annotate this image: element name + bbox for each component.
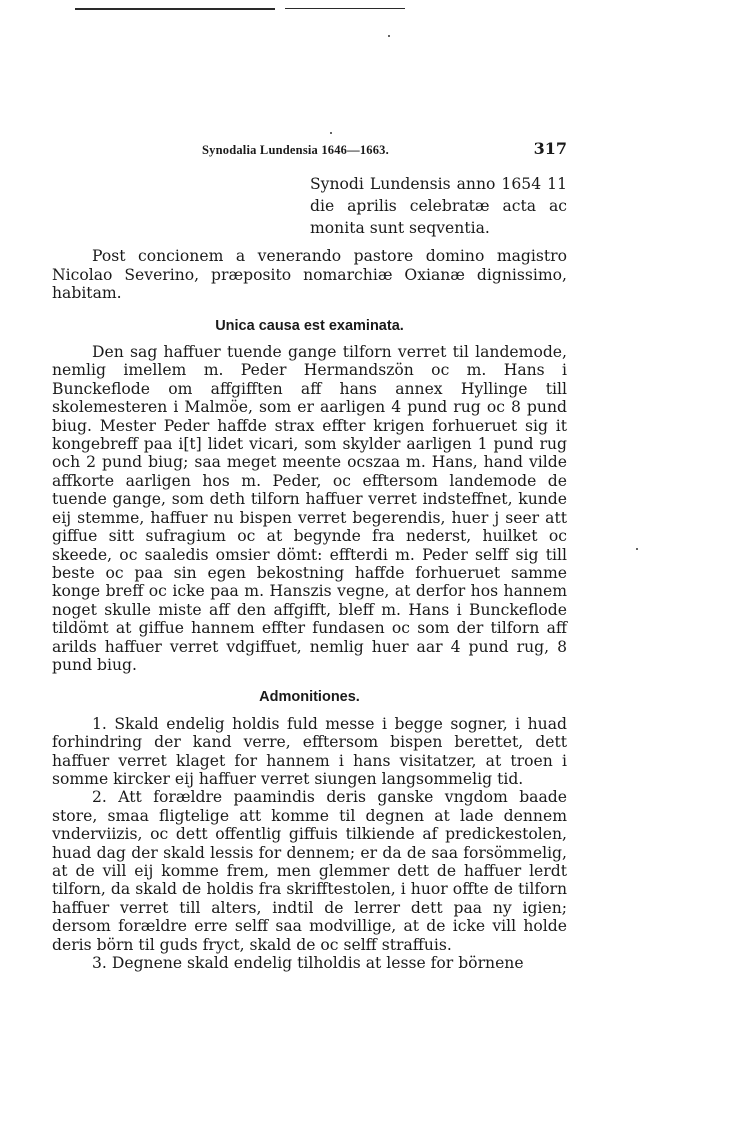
scan-artifact-rule	[75, 8, 275, 10]
admonition-item: 1. Skald endelig holdis fuld messe i begge sogner, i huad forhindring der kand verre, efftersom bispen berettet, dett haffuer verret klaget for hannem i hans visitatzer, at troen i somme kircker eij haffuer verret siungen langsommelig tid.	[52, 714, 567, 788]
synod-title: Synodi Lundensis anno 1654 11 die aprilis celebratæ acta ac monita sunt seqventia.	[310, 175, 567, 238]
running-title: Synodalia Lundensia 1646—1663.	[202, 143, 389, 157]
book-page	[52, 140, 567, 972]
section-heading-causa: Unica causa est examinata.	[215, 317, 404, 334]
admonition-item: 2. Att forældre paamindis deris ganske vngdom baade store, smaa fligtelige att komme til degnen at lade dennem vnderviizis, oc dett offentlig giffuis tilkiende af predickestolen, huad dag der skald lessis for dennem; er da de saa forsömmelig, at de vill eij komme frem, men glemmer dett de haffuer lerdt tilforn, da skald de holdis fra skrifftestolen, i huor offte de tilforn haffuer verret till alters, indtil de lerrer dett paa ny igien; dersom forældre erre selff saa modvillige, at de icke vill holde deris börn til guds fryct, skald de oc selff straffuis.	[52, 788, 567, 954]
scan-speck	[330, 132, 332, 134]
intro-paragraph: Post concionem a venerando pastore domino magistro Nicolao Severino, præposito nomarchiæ Oxianæ dignissimo, habitam.	[52, 247, 567, 303]
page-number: 317	[533, 139, 567, 158]
admonition-item: 3. Degnene skald endelig tilholdis at lesse for börnene	[92, 954, 524, 973]
scan-speck	[636, 548, 638, 550]
causa-paragraph: Den sag haffuer tuende gange tilforn verret til landemode, nemlig imellem m. Peder Hermandszön oc m. Hans i Bunckeflode om affgifften aff hans annex Hyllinge till skolemesteren i Malmöe, som er aarligen 4 pund rug oc 8 pund biug. Mester Peder haffde strax effter krigen forhueruet sig it kongebreff paa i[t] lidet vicari, som skylder aarligen 1 pund rug och 2 pund biug; saa meget meente ocszaa m. Hans, hand vilde affkorte aarligen hos m. Peder, oc efftersom landemode de tuende gange, som deth tilforn haffuer verret indsteffnet, kunde eij stemme, haffuer nu bispen verret begerendis, huer j seer att giffue sitt sufragium oc at begynde fra nederst, huilket oc skeede, oc saaledis omsier dömt: effterdi m. Peder selff sig till beste oc paa sin egen bekostning haffde forhueruet samme konge breff oc icke paa m. Hanszis vegne, at derfor hos hannem noget skulle miste aff den affgifft, bleff m. Hans i Bunckeflode tildömt at giffue hannem effter fundasen oc som der tilforn aff arilds haffuer verret vdgiffuet, nemlig huer aar 4 pund rug, 8 pund biug.	[52, 343, 567, 674]
page-header	[52, 140, 567, 159]
scan-speck	[388, 35, 390, 37]
section-heading-admonitiones: Admonitiones.	[259, 689, 360, 706]
scan-artifact-rule	[285, 8, 405, 9]
